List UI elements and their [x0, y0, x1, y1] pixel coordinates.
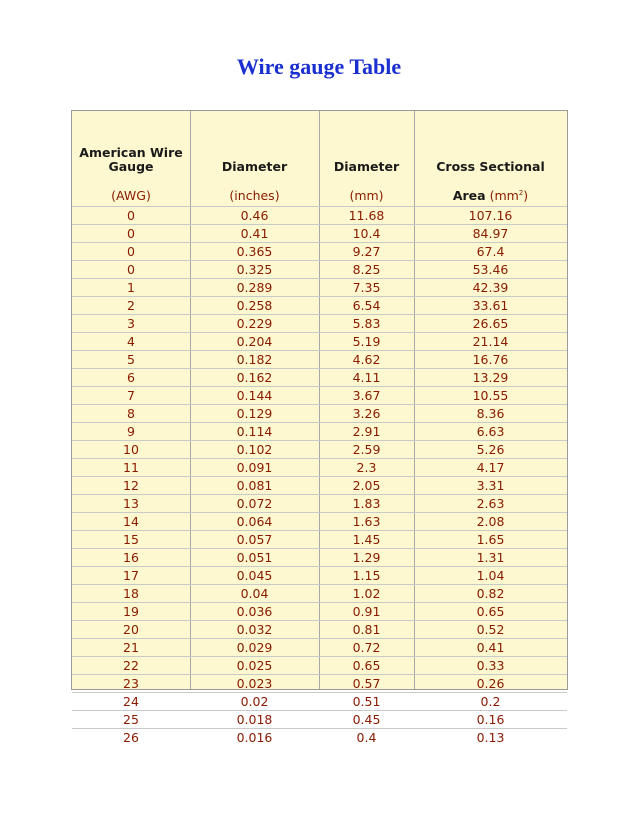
cell-area: 6.63	[476, 424, 505, 439]
cell-area: 0.2	[480, 694, 501, 709]
cell-awg: 0	[127, 262, 135, 277]
cell-diameter-inches: 0.032	[236, 622, 273, 637]
cell-diameter-inches: 0.46	[240, 208, 269, 223]
table-row	[72, 404, 567, 422]
cell-area: 5.26	[476, 442, 505, 457]
cell-diameter-mm: 1.83	[352, 496, 381, 511]
cell-diameter-inches: 0.045	[236, 568, 273, 583]
cell-diameter-mm: 11.68	[348, 208, 385, 223]
table-row	[72, 314, 567, 332]
cell-diameter-inches: 0.229	[236, 316, 273, 331]
table-row	[72, 206, 567, 224]
cell-diameter-mm: 2.91	[352, 424, 381, 439]
cell-diameter-inches: 0.365	[236, 244, 273, 259]
table-row	[72, 476, 567, 494]
cell-diameter-inches: 0.016	[236, 730, 273, 745]
cell-diameter-mm: 0.72	[352, 640, 381, 655]
table-row	[72, 458, 567, 476]
cell-area: 2.08	[476, 514, 505, 529]
cell-diameter-mm: 2.59	[352, 442, 381, 457]
cell-diameter-mm: 10.4	[352, 226, 381, 241]
table-body	[72, 206, 567, 746]
cell-diameter-inches: 0.114	[236, 424, 273, 439]
cell-area: 0.16	[476, 712, 505, 727]
cell-diameter-inches: 0.081	[236, 478, 273, 493]
cell-diameter-inches: 0.057	[236, 532, 273, 547]
header-diameter-mm-unit: (mm)	[349, 188, 384, 203]
table-row	[72, 620, 567, 638]
cell-diameter-inches: 0.02	[240, 694, 269, 709]
cell-awg: 26	[123, 730, 139, 745]
cell-awg: 5	[127, 352, 135, 367]
cell-awg: 19	[123, 604, 139, 619]
cell-awg: 3	[127, 316, 135, 331]
cell-area: 4.17	[476, 460, 505, 475]
cell-diameter-inches: 0.129	[236, 406, 273, 421]
cell-diameter-mm: 3.26	[352, 406, 381, 421]
cell-awg: 4	[127, 334, 135, 349]
cell-area: 53.46	[472, 262, 509, 277]
header-cross-section-label: Cross Sectional	[436, 159, 545, 174]
table-row	[72, 368, 567, 386]
cell-awg: 10	[123, 442, 139, 457]
table-row	[72, 224, 567, 242]
cell-diameter-inches: 0.04	[240, 586, 269, 601]
header-area-unit-sup: 2	[518, 188, 524, 197]
cell-area: 0.82	[476, 586, 505, 601]
cell-awg: 16	[123, 550, 139, 565]
cell-diameter-mm: 0.65	[352, 658, 381, 673]
table-row	[72, 566, 567, 584]
cell-diameter-inches: 0.051	[236, 550, 273, 565]
cell-awg: 7	[127, 388, 135, 403]
cell-diameter-mm: 1.02	[352, 586, 381, 601]
cell-diameter-mm: 8.25	[352, 262, 381, 277]
table-row	[72, 296, 567, 314]
table-row	[72, 638, 567, 656]
cell-diameter-inches: 0.072	[236, 496, 273, 511]
cell-diameter-inches: 0.091	[236, 460, 273, 475]
cell-diameter-inches: 0.029	[236, 640, 273, 655]
cell-area: 0.33	[476, 658, 505, 673]
table-row	[72, 530, 567, 548]
wire-gauge-table	[71, 110, 568, 745]
cell-awg: 17	[123, 568, 139, 583]
page-title: Wire gauge Table	[236, 54, 402, 79]
cell-diameter-mm: 1.63	[352, 514, 381, 529]
header-area-unit-close: )	[523, 188, 529, 203]
cell-awg: 14	[123, 514, 139, 529]
header-awg	[72, 111, 190, 206]
table-row	[72, 332, 567, 350]
cell-area: 1.31	[476, 550, 505, 565]
cell-awg: 2	[127, 298, 135, 313]
cell-area: 16.76	[472, 352, 509, 367]
cell-area: 13.29	[472, 370, 509, 385]
cell-awg: 12	[123, 478, 139, 493]
cell-awg: 9	[127, 424, 135, 439]
header-area-unit-open: (mm	[485, 188, 519, 203]
header-awg-line2: Gauge	[108, 159, 154, 174]
header-cross-section-unit	[414, 189, 567, 203]
cell-diameter-inches: 0.102	[236, 442, 273, 457]
header-diameter-inches	[190, 111, 319, 206]
cell-area: 26.65	[472, 316, 509, 331]
table-row	[72, 494, 567, 512]
cell-area: 107.16	[468, 208, 513, 223]
cell-diameter-mm: 4.62	[352, 352, 381, 367]
cell-diameter-mm: 0.81	[352, 622, 381, 637]
cell-diameter-mm: 7.35	[352, 280, 381, 295]
cell-diameter-inches: 0.036	[236, 604, 273, 619]
cell-awg: 23	[123, 676, 139, 691]
cell-awg: 15	[123, 532, 139, 547]
cell-awg: 25	[123, 712, 139, 727]
cell-awg: 22	[123, 658, 139, 673]
cell-area: 0.41	[476, 640, 505, 655]
table-row	[72, 386, 567, 404]
cell-awg: 1	[127, 280, 135, 295]
cell-awg: 13	[123, 496, 139, 511]
table-row	[72, 278, 567, 296]
table-row	[72, 728, 567, 746]
cell-awg: 18	[123, 586, 139, 601]
cell-area: 3.31	[476, 478, 505, 493]
table-row	[72, 440, 567, 458]
cell-area: 21.14	[472, 334, 509, 349]
cell-area: 2.63	[476, 496, 505, 511]
cell-area: 1.65	[476, 532, 505, 547]
cell-area: 10.55	[472, 388, 509, 403]
cell-area: 42.39	[472, 280, 509, 295]
cell-diameter-mm: 3.67	[352, 388, 381, 403]
cell-diameter-mm: 0.91	[352, 604, 381, 619]
cell-diameter-mm: 0.57	[352, 676, 381, 691]
cell-awg: 0	[127, 226, 135, 241]
cell-awg: 8	[127, 406, 135, 421]
cell-area: 0.26	[476, 676, 505, 691]
cell-diameter-mm: 5.19	[352, 334, 381, 349]
cell-diameter-mm: 1.29	[352, 550, 381, 565]
cell-diameter-mm: 0.51	[352, 694, 381, 709]
cell-diameter-mm: 0.4	[356, 730, 377, 745]
cell-diameter-inches: 0.41	[240, 226, 269, 241]
header-diameter-mm-label: Diameter	[333, 159, 400, 174]
cell-area: 67.4	[476, 244, 505, 259]
table-row	[72, 350, 567, 368]
cell-diameter-mm: 1.45	[352, 532, 381, 547]
cell-area: 8.36	[476, 406, 505, 421]
table-row	[72, 656, 567, 674]
cell-area: 0.65	[476, 604, 505, 619]
cell-diameter-inches: 0.258	[236, 298, 273, 313]
table-row	[72, 602, 567, 620]
table-row	[72, 674, 567, 692]
cell-awg: 11	[123, 460, 139, 475]
table-row	[72, 242, 567, 260]
cell-diameter-mm: 1.15	[352, 568, 381, 583]
header-diameter-inches-label: Diameter	[221, 159, 288, 174]
cell-awg: 24	[123, 694, 139, 709]
table-row	[72, 512, 567, 530]
table-row	[72, 422, 567, 440]
cell-diameter-inches: 0.025	[236, 658, 273, 673]
cell-awg: 0	[127, 208, 135, 223]
header-awg-unit: (AWG)	[111, 188, 151, 203]
cell-awg: 21	[123, 640, 139, 655]
cell-diameter-mm: 6.54	[352, 298, 381, 313]
cell-diameter-mm: 9.27	[352, 244, 381, 259]
header-area-word: Area	[452, 188, 486, 203]
cell-diameter-inches: 0.023	[236, 676, 273, 691]
cell-area: 1.04	[476, 568, 505, 583]
cell-area: 33.61	[472, 298, 509, 313]
table-row	[72, 584, 567, 602]
cell-awg: 6	[127, 370, 135, 385]
cell-area: 0.52	[476, 622, 505, 637]
table-row	[72, 692, 567, 710]
cell-diameter-inches: 0.325	[236, 262, 273, 277]
table-header	[72, 111, 567, 206]
cell-area: 84.97	[472, 226, 509, 241]
cell-area: 0.13	[476, 730, 505, 745]
cell-diameter-inches: 0.182	[236, 352, 273, 367]
cell-diameter-inches: 0.289	[236, 280, 273, 295]
cell-diameter-inches: 0.018	[236, 712, 273, 727]
cell-diameter-mm: 4.11	[352, 370, 381, 385]
header-diameter-inches-unit: (inches)	[229, 188, 280, 203]
header-diameter-mm	[319, 111, 414, 206]
cell-awg: 20	[123, 622, 139, 637]
cell-diameter-mm: 2.05	[352, 478, 381, 493]
cell-diameter-mm: 0.45	[352, 712, 381, 727]
cell-diameter-mm: 5.83	[352, 316, 381, 331]
cell-awg: 0	[127, 244, 135, 259]
table-row	[72, 260, 567, 278]
table-row	[72, 710, 567, 728]
cell-diameter-inches: 0.064	[236, 514, 273, 529]
cell-diameter-inches: 0.204	[236, 334, 273, 349]
header-awg-line1: American Wire	[79, 145, 183, 160]
table-row	[72, 548, 567, 566]
header-cross-section	[414, 111, 567, 206]
cell-diameter-inches: 0.162	[236, 370, 273, 385]
cell-diameter-inches: 0.144	[236, 388, 273, 403]
cell-diameter-mm: 2.3	[356, 460, 377, 475]
